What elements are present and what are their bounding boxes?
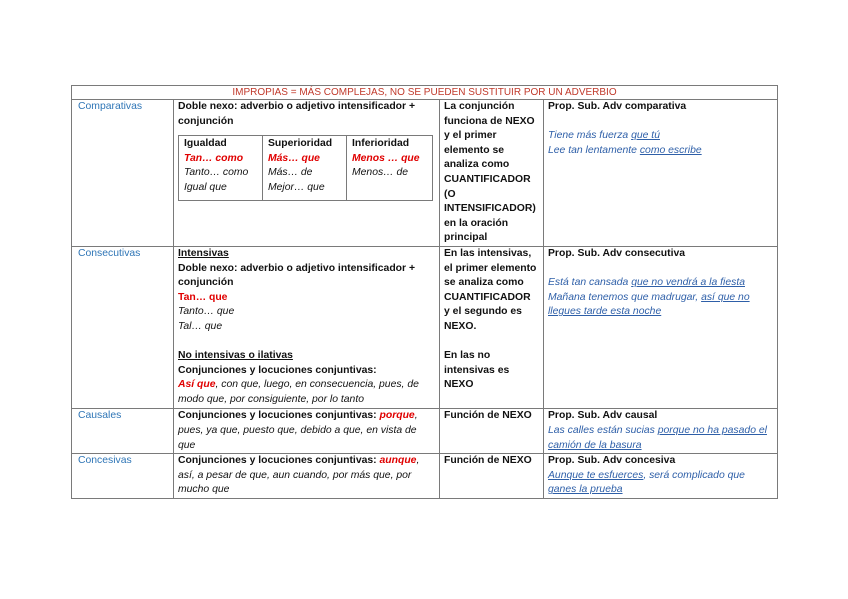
comparison-subtable	[178, 135, 433, 200]
description-cell: Conjunciones y locuciones conjuntivas: aunque, así, a pesar de que, aun cuando, por más que, por mucho que	[174, 454, 440, 499]
header-row	[72, 86, 778, 100]
table-row-concesivas	[72, 454, 778, 499]
tanto-que: Tanto… que	[178, 306, 235, 318]
superioridad-line-2: Mejor… que	[268, 181, 325, 193]
table-row-comparativas	[72, 100, 778, 247]
table-row-causales	[72, 409, 778, 454]
description-text: Doble nexo: adverbio o adjetivo intensificador + conjunción	[178, 101, 416, 127]
example-2: Lee tan lentamente como escribe	[548, 144, 702, 156]
conj-title: Conjunciones y locuciones conjuntivas:	[178, 364, 377, 376]
igualdad-title: Igualdad	[184, 138, 227, 150]
prop-cell	[544, 246, 778, 409]
igualdad-line-1: Tanto… como	[184, 167, 249, 179]
description-cell	[174, 100, 440, 247]
table-row-consecutivas	[72, 246, 778, 409]
prop-cell	[544, 409, 778, 454]
function-text-1: En las intensivas, el primer elemento se analiza como CUANTIFICADOR y el segundo es NEXO.	[444, 247, 537, 332]
example-1: Las calles están sucias porque no ha pasado el camión de la basura	[548, 425, 767, 451]
prop-label: Prop. Sub. Adv consecutiva	[548, 247, 686, 259]
inferioridad-cell	[347, 136, 433, 200]
doble-nexo-text: Doble nexo: adverbio o adjetivo intensificador + conjunción	[178, 262, 416, 289]
igualdad-line-2: Igual que	[184, 181, 227, 193]
type-cell: Consecutivas	[72, 246, 174, 409]
inferioridad-title: Inferioridad	[352, 138, 410, 150]
function-cell	[440, 246, 544, 409]
type-cell: Causales	[72, 409, 174, 454]
example-1-underlined: que tú	[631, 130, 660, 142]
intensivas-title: Intensivas	[178, 247, 229, 259]
superioridad-line-1: Más… de	[268, 167, 313, 179]
function-text-2: En las no intensivas es NEXO	[444, 350, 510, 391]
prop-cell	[544, 100, 778, 247]
prop-label: Prop. Sub. Adv comparativa	[548, 101, 687, 112]
superioridad-red: Más… que	[268, 152, 320, 164]
prop-label: Prop. Sub. Adv causal	[548, 410, 658, 422]
type-cell: Concesivas	[72, 454, 174, 499]
example-1: Está tan cansada que no vendrá a la fiesta	[548, 277, 745, 289]
tan-que-red: Tan… que	[178, 291, 228, 303]
inferioridad-red: Menos … que	[352, 152, 420, 164]
igualdad-cell	[179, 136, 263, 200]
prop-cell	[544, 454, 778, 499]
description-cell: Conjunciones y locuciones conjuntivas: porque, pues, ya que, puesto que, debido a que, en vista de que	[174, 409, 440, 454]
function-cell: Función de NEXO	[440, 409, 544, 454]
superioridad-cell	[263, 136, 347, 200]
type-cell: Comparativas	[72, 100, 174, 247]
function-cell: La conjunción funciona de NEXO y el primer elemento se analiza como CUANTIFICADOR (O INTENSIFICADOR) en la oración principal	[440, 100, 544, 247]
table-header: IMPROPIAS = MÁS COMPLEJAS, NO SE PUEDEN SUSTITUIR POR UN ADVERBIO	[72, 86, 778, 100]
example-2: Mañana tenemos que madrugar, así que no llegues tarde esta noche	[548, 291, 750, 318]
description-cell	[174, 246, 440, 409]
document-page	[71, 85, 777, 499]
igualdad-red: Tan… como	[184, 152, 244, 164]
example-2-underlined: como escribe	[639, 144, 702, 156]
superioridad-title: Superioridad	[268, 138, 333, 150]
grammar-table	[71, 85, 778, 499]
example-1: Aunque te esfuerces, será complicado que ganes la prueba	[548, 469, 745, 496]
no-intensivas-title: No intensivas o ilativas	[178, 350, 293, 362]
prop-label: Prop. Sub. Adv concesiva	[548, 455, 676, 467]
example-1: Tiene más fuerza que tú	[548, 130, 660, 142]
conj-list: Así que, con que, luego, en consecuencia, pues, de modo que, por consiguiente, por lo tanto	[178, 379, 419, 405]
inferioridad-line-1: Menos… de	[352, 167, 409, 179]
function-cell: Función de NEXO	[440, 454, 544, 499]
tal-que: Tal… que	[178, 320, 223, 332]
